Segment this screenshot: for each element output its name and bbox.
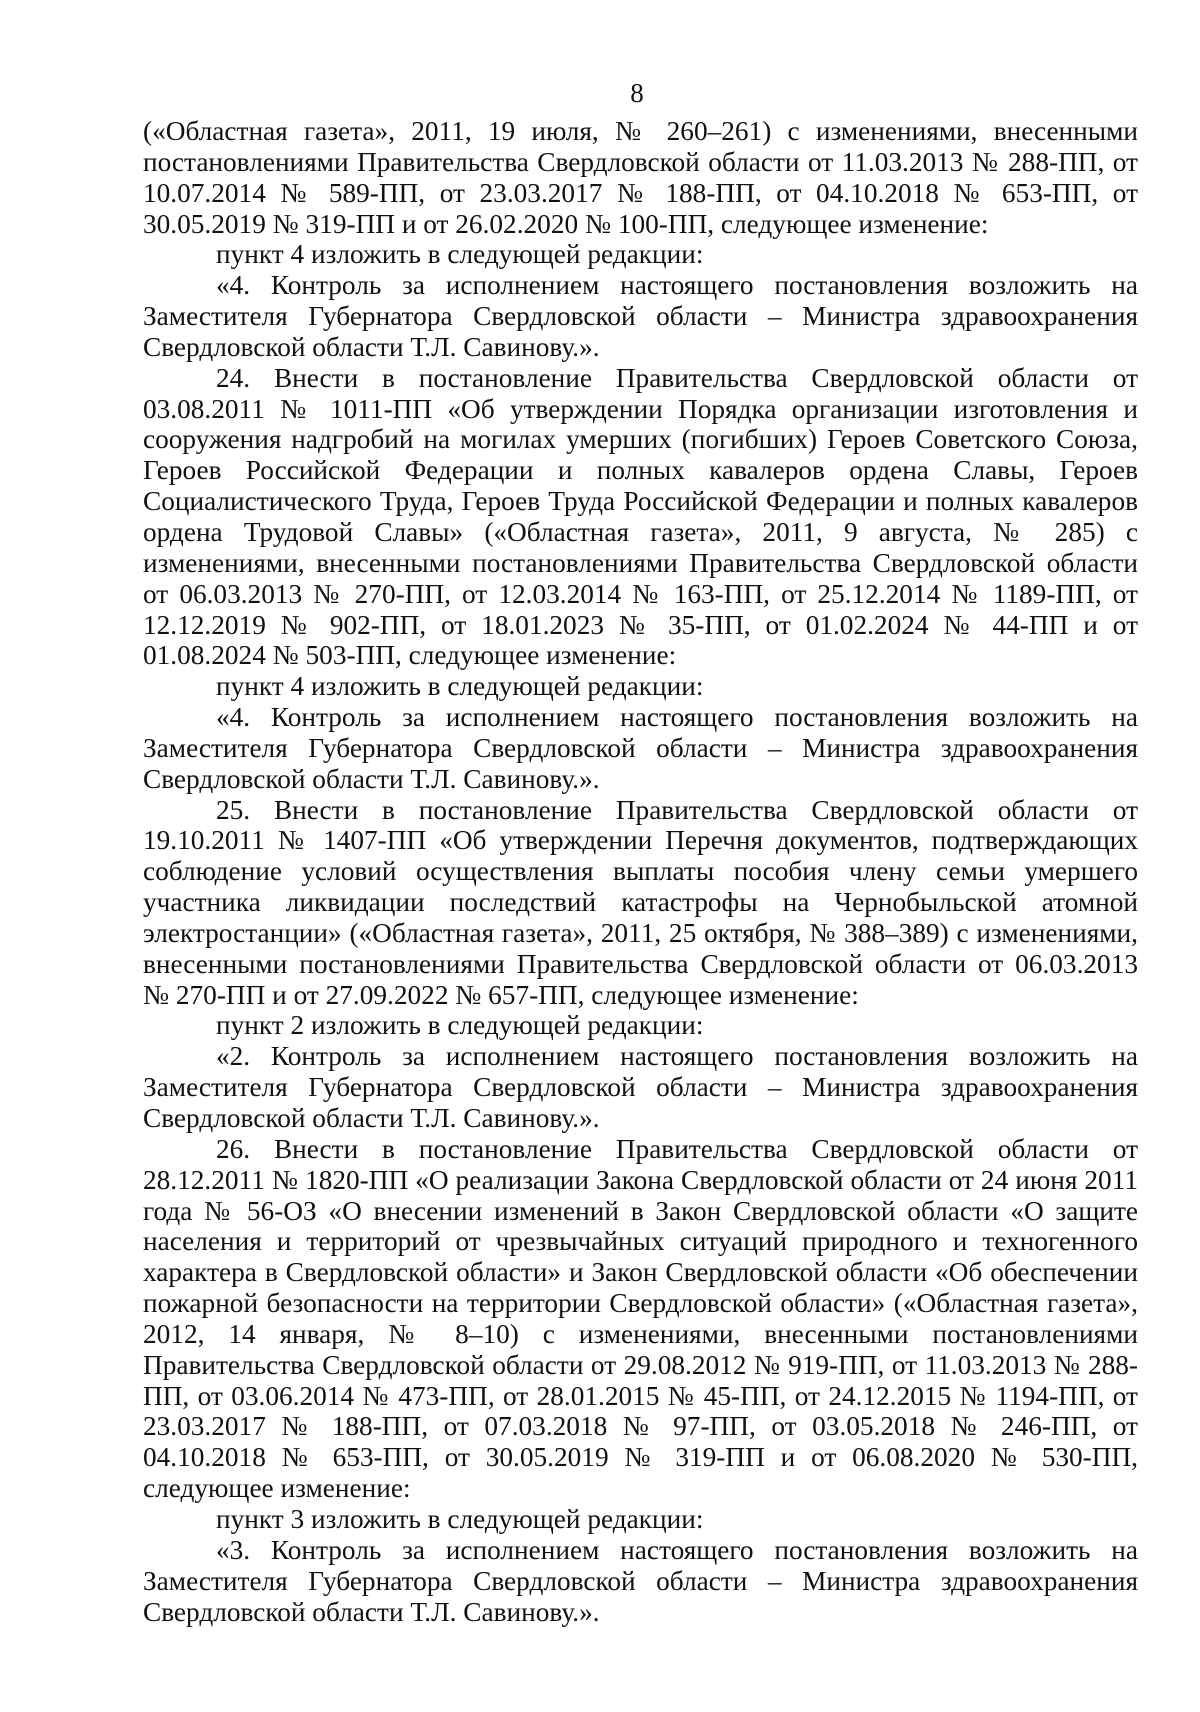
- paragraph-item-26: 26. Внести в постановление Правительства Свердловской области от 28.12.2011 № 1820-ПП «О реализации Закона Свердловской области от 24 июня 2011 года № 56-ОЗ «О внесении изменений в Закон Свердловской области «О защите населения и территорий от чрезвычайных ситуаций природного и техногенного характера в Свердловской области» и Закон Свердловской области «Об обеспечении пожарной безопасности на территории Свердловской области» («Областная газета», 2012, 14 января, № 8–10) с изменениями, внесенными постановлениями Правительства Свердловской области от 29.08.2012 № 919-ПП, от 11.03.2013 № 288-ПП, от 03.06.2014 № 473-ПП, от 28.01.2015 № 45-ПП, от 24.12.2015 № 1194-ПП, от 23.03.2017 № 188-ПП, от 07.03.2018 № 97-ПП, от 03.05.2018 № 246-ПП, от 04.10.2018 № 653-ПП, от 30.05.2019 № 319-ПП и от 06.08.2020 № 530-ПП, следующее изменение:: [143, 1133, 1138, 1504]
- document-body: [143, 116, 1138, 1627]
- paragraph-instruction: пункт 4 изложить в следующей редакции:: [216, 239, 704, 270]
- paragraph-quoted-clause: «4. Контроль за исполнением настоящего постановления возложить на Заместителя Губернатора Свердловской области – Министра здравоохранения Свердловской области Т.Л. Савинову.».: [143, 270, 1138, 362]
- page-number: 8: [630, 78, 644, 108]
- paragraph-item-25: 25. Внести в постановление Правительства Свердловской области от 19.10.2011 № 1407-ПП «Об утверждении Перечня документов, подтверждающих соблюдение условий осуществления выплаты пособия члену семьи умершего участника ликвидации последствий катастрофы на Чернобыльской атомной электростанции» («Областная газета», 2011, 25 октября, № 388–389) с изменениями, внесенными постановлениями Правительства Свердловской области от 06.03.2013 № 270-ПП и от 27.09.2022 № 657-ПП, следующее изменение:: [143, 794, 1138, 1010]
- paragraph-instruction: пункт 4 изложить в следующей редакции:: [216, 671, 704, 702]
- paragraph-continuation: («Областная газета», 2011, 19 июля, № 260–261) с изменениями, внесенными постановлениями Правительства Свердловской области от 11.03.2013 № 288-ПП, от 10.07.2014 № 589-ПП, от 23.03.2017 № 188-ПП, от 04.10.2018 № 653-ПП, от 30.05.2019 № 319-ПП и от 26.02.2020 № 100-ПП, следующее изменение:: [143, 116, 1138, 239]
- paragraph-item-24: 24. Внести в постановление Правительства Свердловской области от 03.08.2011 № 1011-ПП «Об утверждении Порядка организации изготовления и сооружения надгробий на могилах умерших (погибших) Героев Советского Союза, Героев Российской Федерации и полных кавалеров ордена Славы, Героев Социалистического Труда, Героев Труда Российской Федерации и полных кавалеров ордена Трудовой Славы» («Областная газета», 2011, 9 августа, № 285) с изменениями, внесенными постановлениями Правительства Свердловской области от 06.03.2013 № 270-ПП, от 12.03.2014 № 163-ПП, от 25.12.2014 № 1189-ПП, от 12.12.2019 № 902-ПП, от 18.01.2023 № 35-ПП, от 01.02.2024 № 44-ПП и от 01.08.2024 № 503-ПП, следующее изменение:: [143, 362, 1138, 671]
- paragraph-quoted-clause: «4. Контроль за исполнением настоящего постановления возложить на Заместителя Губернатора Свердловской области – Министра здравоохранения Свердловской области Т.Л. Савинову.».: [143, 702, 1138, 794]
- paragraph-quoted-clause: «2. Контроль за исполнением настоящего постановления возложить на Заместителя Губернатора Свердловской области – Министра здравоохранения Свердловской области Т.Л. Савинову.».: [143, 1041, 1138, 1133]
- paragraph-instruction: пункт 3 изложить в следующей редакции:: [216, 1503, 704, 1534]
- paragraph-instruction: пункт 2 изложить в следующей редакции:: [216, 1010, 704, 1041]
- paragraph-quoted-clause: «3. Контроль за исполнением настоящего постановления возложить на Заместителя Губернатора Свердловской области – Министра здравоохранения Свердловской области Т.Л. Савинову.».: [143, 1534, 1138, 1627]
